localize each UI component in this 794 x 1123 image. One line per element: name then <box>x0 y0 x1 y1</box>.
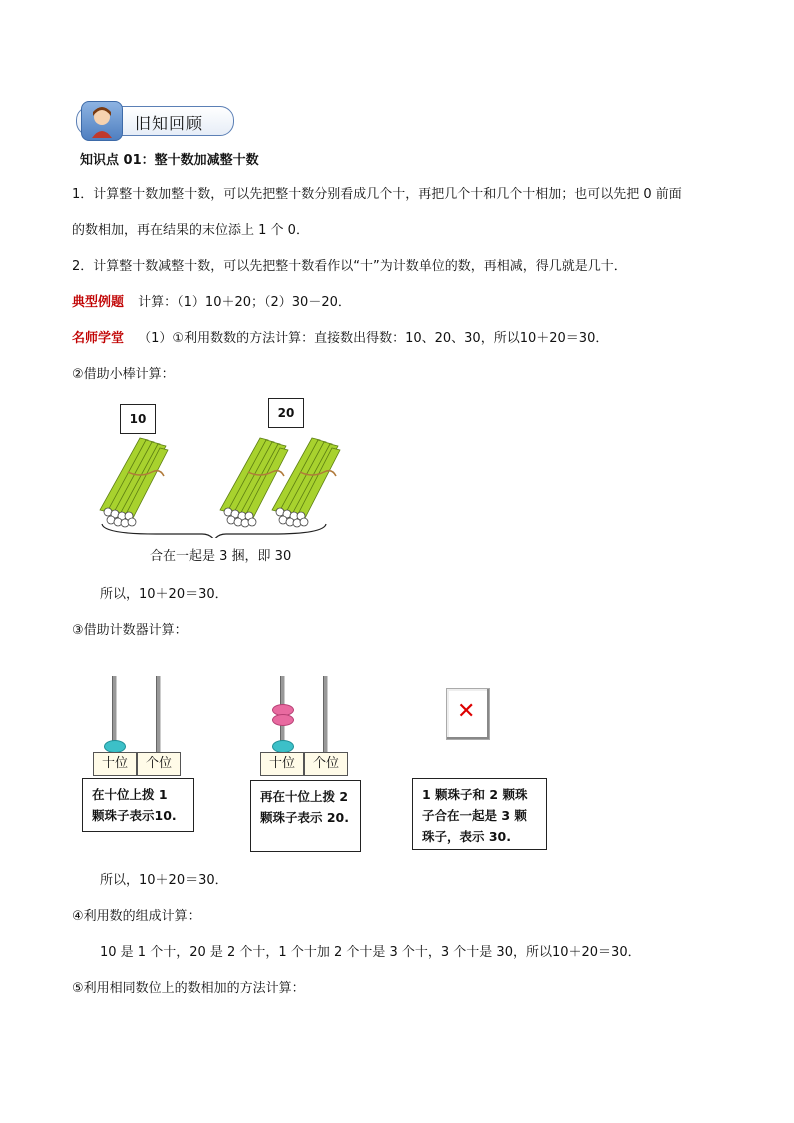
counter2-bead-pink-2 <box>272 714 294 726</box>
method-2-heading: ②借助小棒计算： <box>72 367 175 382</box>
section-banner <box>76 106 234 136</box>
method-3-result: 所以，10＋20＝30． <box>100 873 228 888</box>
counter2-tens-label: 十位 <box>260 752 304 776</box>
counter2-ones-rod <box>323 676 328 752</box>
sticks-caption: 合在一起是 3 捆，即 30 <box>150 549 292 564</box>
counter2-ones-label: 个位 <box>304 752 348 776</box>
method-2-result: 所以，10＋20＝30． <box>100 587 228 602</box>
method-3-heading: ③借助计数器计算： <box>72 623 188 638</box>
counter1-ones-label: 个位 <box>137 752 181 776</box>
counter1-ones-rod <box>156 676 161 752</box>
method-4-text: 10 是 1 个十，20 是 2 个十，1 个十加 2 个十是 3 个十，3 个十是 30，所以10＋20＝30． <box>100 945 641 960</box>
example-text: 计算：（1）10＋20；（2）30－20． <box>138 295 351 310</box>
number-box-10: 10 <box>120 404 156 434</box>
number-box-20: 20 <box>268 398 304 428</box>
knowledge-heading: 知识点 01：整十数加减整十数 <box>80 153 259 168</box>
point-1-line-2: 的数相加，再在结果的末位添上 1 个 0． <box>72 223 309 238</box>
counter1-tens-label: 十位 <box>93 752 137 776</box>
method-5-heading: ⑤利用相同数位上的数相加的方法计算： <box>72 981 305 996</box>
stick-bundles-figure <box>96 428 346 538</box>
section-title: 旧知回顾 <box>135 114 204 133</box>
example-label: 典型例题 <box>72 295 125 310</box>
broken-image-icon: ✕ <box>446 688 490 740</box>
stick-bundle-1 <box>100 438 168 527</box>
teacher-text: （1）①利用数数的方法计算：直接数出得数：10、20、30，所以10＋20＝30． <box>138 331 609 346</box>
teacher-avatar-icon <box>81 101 123 141</box>
teacher-label: 名师学堂 <box>72 331 125 346</box>
teacher-row <box>72 330 608 348</box>
point-1-line-1: 1．计算整十数加整十数，可以先把整十数分别看成几个十，再把几个十和几个十相加；也可以先把 0 前面 <box>72 187 682 202</box>
counter3-caption: 1 颗珠子和 2 颗珠子合在一起是 3 颗珠子，表示 30. <box>412 778 547 850</box>
point-2: 2．计算整十数减整十数，可以先把整十数看作以“十”为计数单位的数，再相减，得几就是几十． <box>72 259 627 274</box>
method-4-heading: ④利用数的组成计算： <box>72 909 201 924</box>
grouping-brace <box>102 524 326 538</box>
example-row <box>72 294 351 312</box>
counter1-caption: 在十位上拨 1 颗珠子表示10. <box>82 778 194 832</box>
counter2-caption: 再在十位上拨 2 颗珠子表示 20. <box>250 780 361 852</box>
